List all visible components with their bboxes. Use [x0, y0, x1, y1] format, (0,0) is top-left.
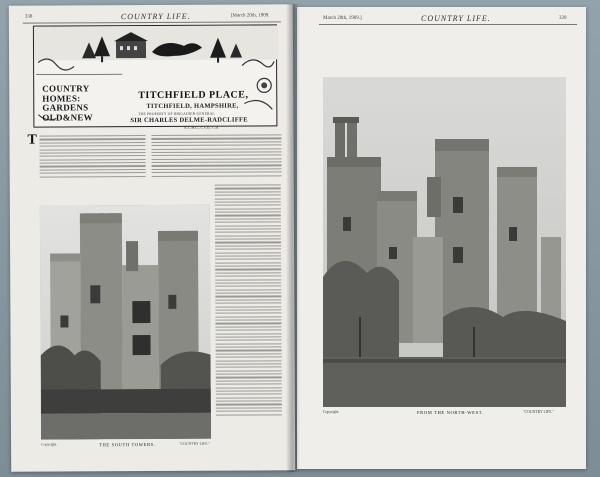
left-page [9, 4, 295, 471]
header-rule [319, 24, 577, 25]
body-text-column-1 [39, 135, 145, 179]
property-line: THE PROPERTY OF BRIGADIER-GENERAL [138, 111, 215, 117]
right-photo-credit-right: "COUNTRY LIFE." [523, 410, 555, 414]
left-photo-credit-left: Copyright. [41, 442, 58, 447]
place-title: TITCHFIELD PLACE, [138, 89, 249, 102]
left-running-title: COUNTRY LIFE. [120, 11, 191, 22]
article-banner [33, 24, 278, 130]
body-text-column-3 [215, 184, 282, 417]
left-date: [March 20th, 1909. [230, 13, 270, 19]
right-photo-caption: FROM THE NORTH-WEST. [417, 410, 484, 415]
right-photo-credit-left: Copyright. [323, 410, 340, 414]
right-page-number: 339 [559, 16, 567, 21]
right-page [297, 7, 586, 469]
left-page-number: 338 [24, 14, 33, 20]
left-photo-caption: THE SOUTH TOWERS. [99, 441, 156, 448]
left-photo-credit-right: "COUNTRY LIFE." [179, 441, 211, 446]
south-towers-illustration [40, 205, 211, 440]
north-west-photo [323, 77, 566, 407]
place-county: TITCHFIELD, HAMPSHIRE, [146, 102, 239, 111]
right-running-title: COUNTRY LIFE. [421, 14, 491, 23]
honours-line: K.C.M.G., C.V.O., C.B. [184, 125, 219, 130]
south-towers-photo [40, 205, 211, 440]
drop-cap: T [27, 132, 37, 148]
north-west-illustration [323, 77, 566, 407]
right-date: March 20th, 1909.] [323, 16, 362, 21]
header-rule [23, 21, 281, 23]
series-title: COUNTRY HOMES: GARDENS OLD&NEW [42, 83, 94, 123]
owner-line: SIR CHARLES DELME-RADCLIFFE [130, 116, 248, 125]
body-text-column-2 [151, 134, 281, 179]
